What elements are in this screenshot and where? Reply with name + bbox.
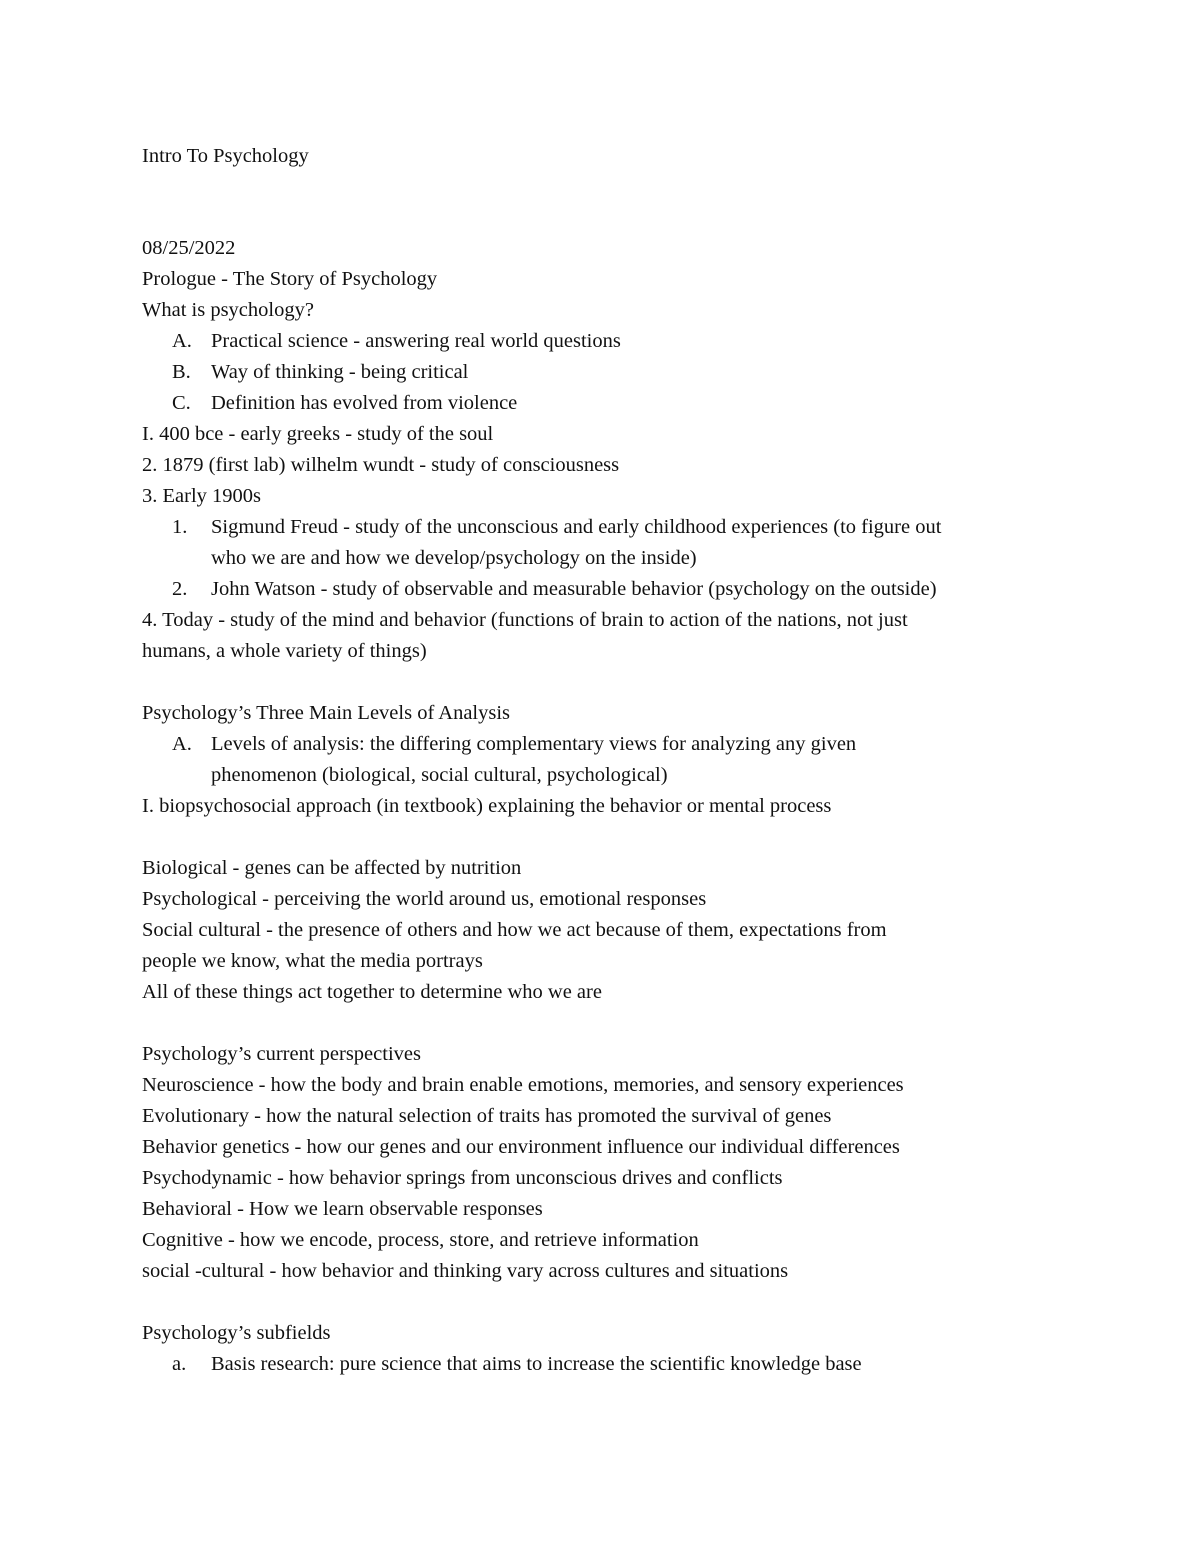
list-item: Practical science - answering real world questions — [211, 330, 621, 352]
factor-social-cultural: Social cultural - the presence of others and how we act because of them, expectations from — [142, 919, 887, 941]
section-heading-levels: Psychology’s Three Main Levels of Analysis — [142, 702, 511, 724]
perspective-item: Evolutionary - how the natural selection of traits has promoted the survival of genes — [142, 1105, 832, 1127]
history-item: 4. Today - study of the mind and behavior (functions of brain to action of the nations, not just — [142, 609, 908, 631]
perspective-item: Psychodynamic - how behavior springs from unconscious drives and conflicts — [142, 1167, 783, 1189]
list-item: Levels of analysis: the differing complementary views for analyzing any given — [211, 733, 857, 755]
factor-biological: Biological - genes can be affected by nutrition — [142, 857, 522, 879]
document-title: Intro To Psychology — [142, 145, 309, 167]
section-heading-perspectives: Psychology’s current perspectives — [142, 1043, 421, 1065]
history-item: 2. 1879 (first lab) wilhelm wundt - study of consciousness — [142, 454, 620, 476]
perspective-item: social -cultural - how behavior and thinking vary across cultures and situations — [142, 1260, 789, 1282]
section-heading-prologue: Prologue - The Story of Psychology — [142, 268, 438, 290]
list-item: Basis research: pure science that aims to increase the scientific knowledge base — [211, 1353, 862, 1375]
list-marker: A. — [172, 330, 192, 352]
list-item-continuation: who we are and how we develop/psychology on the inside) — [211, 547, 697, 569]
factor-summary: All of these things act together to determine who we are — [142, 981, 602, 1003]
section-heading-subfields: Psychology’s subfields — [142, 1322, 331, 1344]
list-item: Sigmund Freud - study of the unconscious and early childhood experiences (to figure out — [211, 516, 942, 538]
list-item-continuation: phenomenon (biological, social cultural, psychological) — [211, 764, 668, 786]
list-item: Definition has evolved from violence — [211, 392, 518, 414]
list-item: John Watson - study of observable and measurable behavior (psychology on the outside) — [211, 578, 937, 600]
perspective-item: Behavioral - How we learn observable responses — [142, 1198, 543, 1220]
history-item: I. 400 bce - early greeks - study of the soul — [142, 423, 494, 445]
list-marker: B. — [172, 361, 191, 383]
factor-psychological: Psychological - perceiving the world around us, emotional responses — [142, 888, 707, 910]
list-marker: 2. — [172, 578, 188, 600]
factor-social-cultural-continuation: people we know, what the media portrays — [142, 950, 483, 972]
list-marker: 1. — [172, 516, 188, 538]
perspective-item: Cognitive - how we encode, process, store, and retrieve information — [142, 1229, 699, 1251]
note-date: 08/25/2022 — [142, 237, 236, 259]
history-item-continuation: humans, a whole variety of things) — [142, 640, 427, 662]
history-item: 3. Early 1900s — [142, 485, 261, 507]
list-marker: A. — [172, 733, 192, 755]
perspective-item: Behavior genetics - how our genes and our environment influence our individual differences — [142, 1136, 900, 1158]
list-marker: C. — [172, 392, 191, 414]
list-marker: a. — [172, 1353, 187, 1375]
perspective-item: Neuroscience - how the body and brain enable emotions, memories, and sensory experiences — [142, 1074, 904, 1096]
question-line: What is psychology? — [142, 299, 314, 321]
list-item: Way of thinking - being critical — [211, 361, 469, 383]
levels-item: I. biopsychosocial approach (in textbook) explaining the behavior or mental process — [142, 795, 832, 817]
